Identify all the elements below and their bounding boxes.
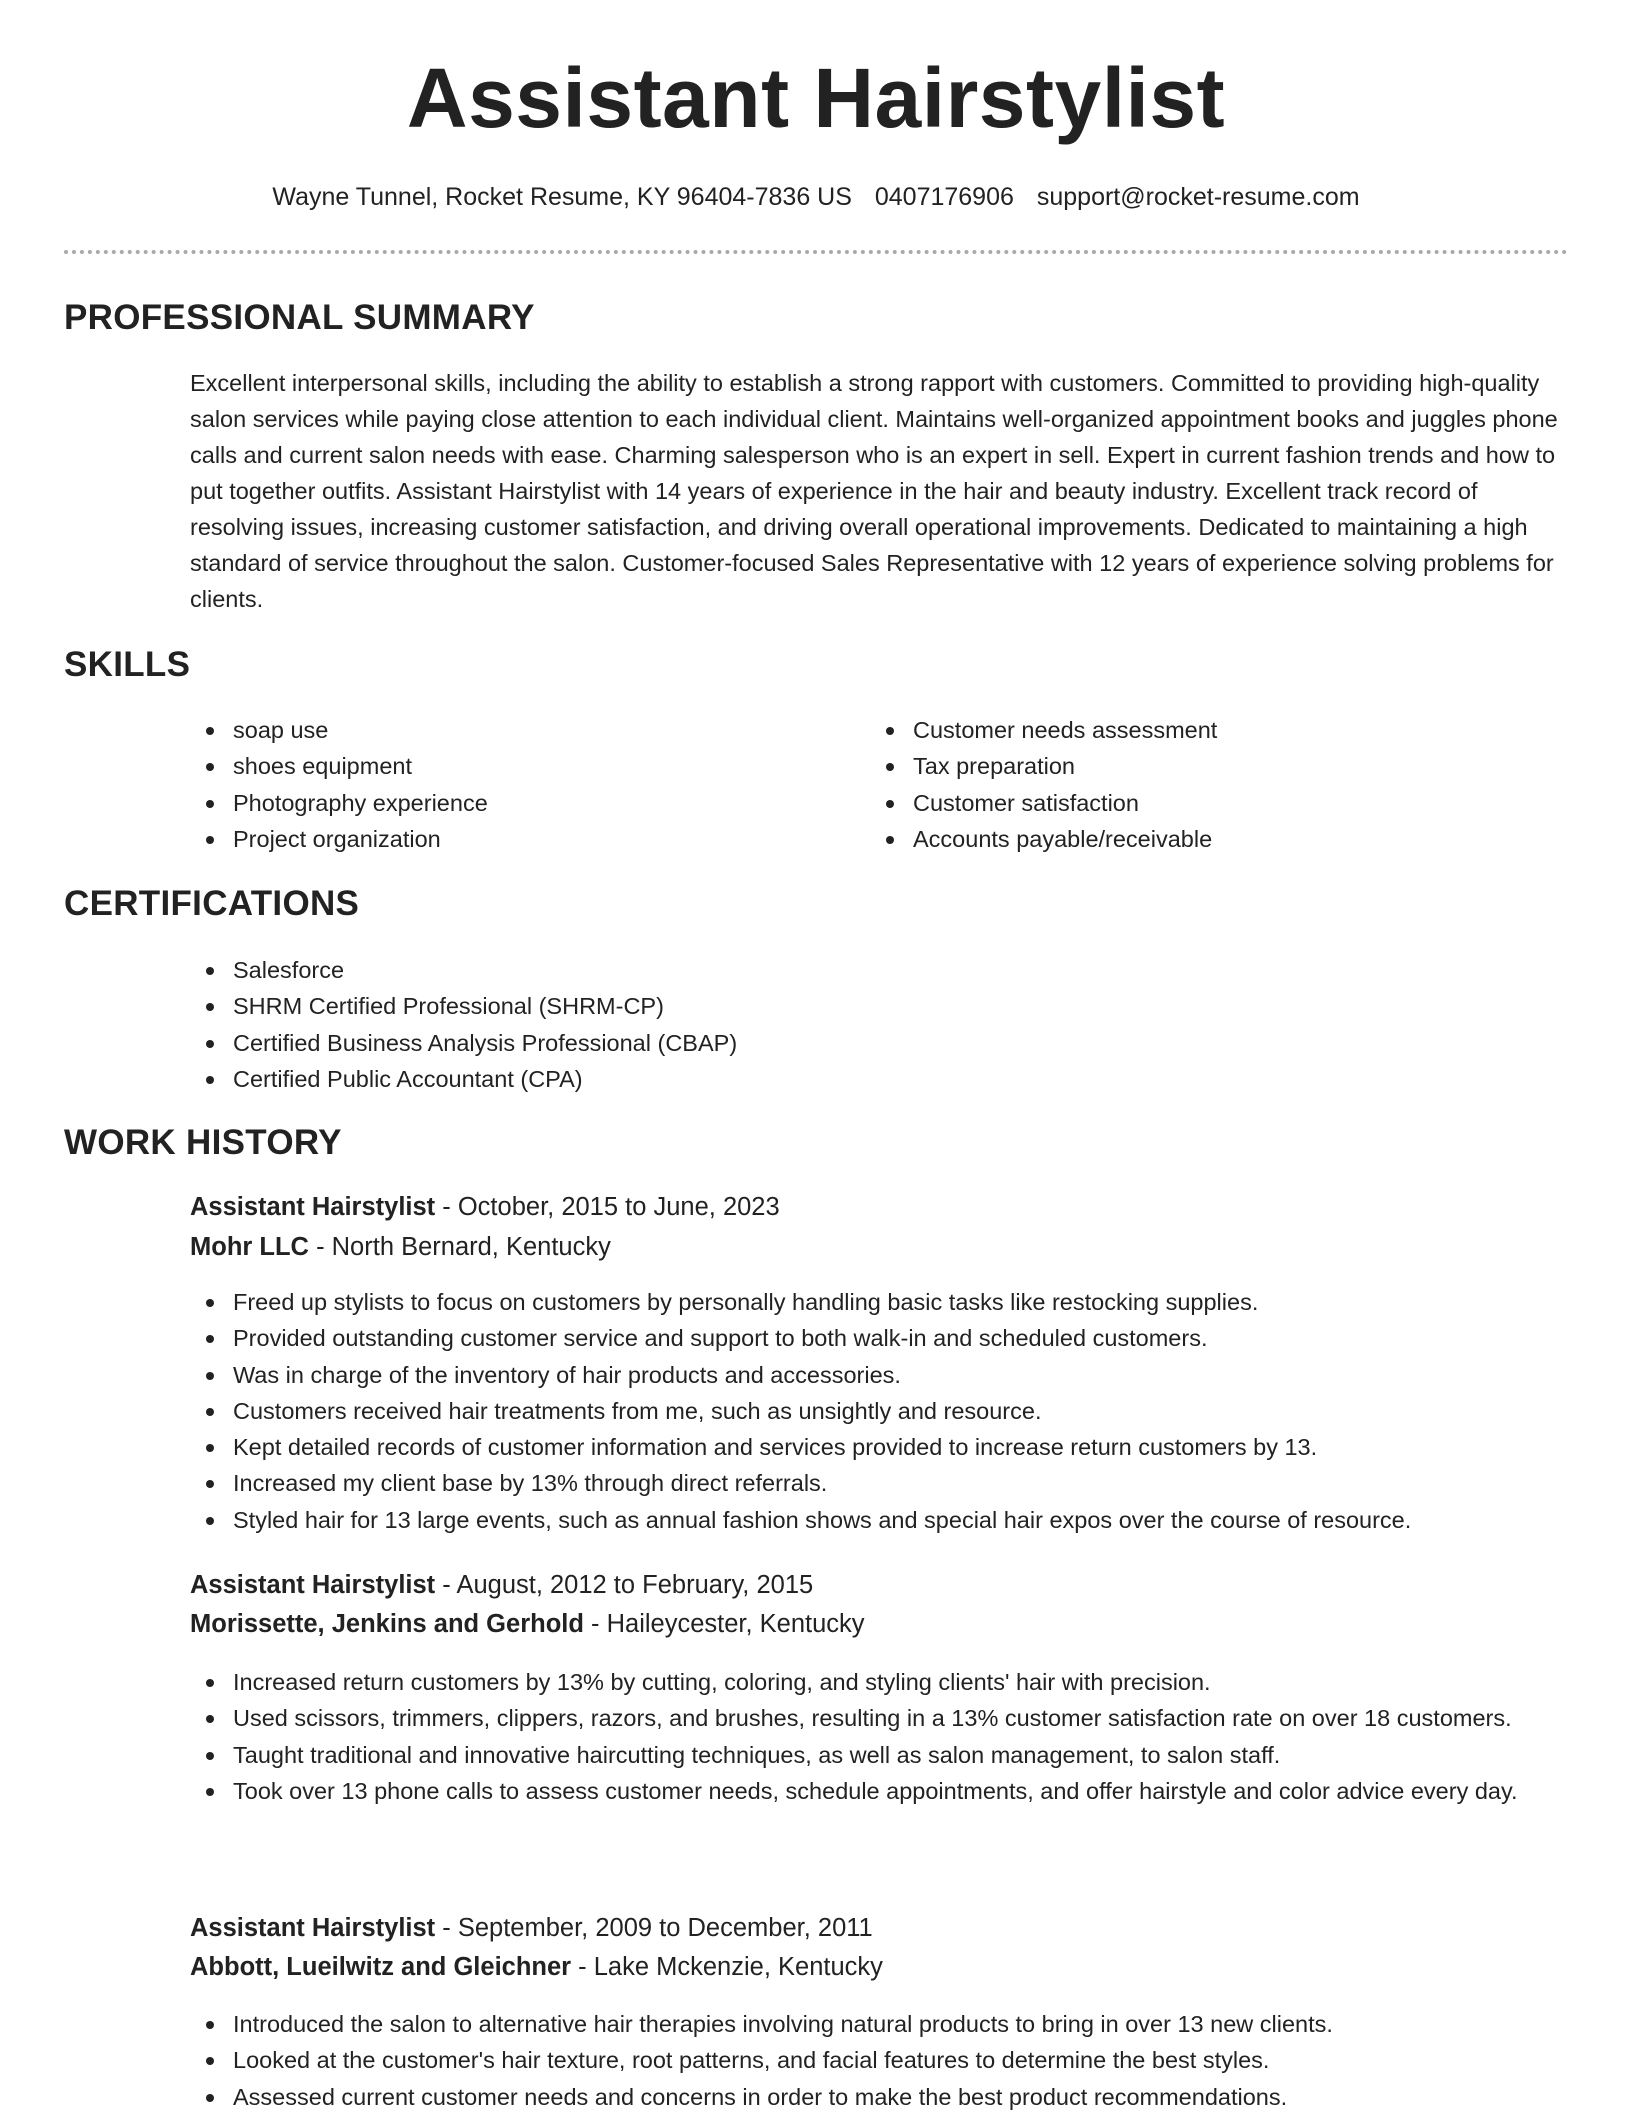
job-dates: - October, 2015 to June, 2023 xyxy=(435,1193,780,1221)
job-title: Assistant Hairstylist xyxy=(190,1914,436,1942)
list-item: Introduced the salon to alternative hair therapies involving natural products to bring in over 13 new clients. xyxy=(190,2006,1570,2042)
list-item: soap use xyxy=(190,712,830,748)
skills-list-left xyxy=(190,712,830,857)
section-heading-skills: SKILLS xyxy=(64,645,191,684)
skills-list-right xyxy=(870,712,1560,857)
list-item: Styled hair for 13 large events, such as annual fashion shows and special hair expos over the course of resource. xyxy=(190,1502,1570,1538)
list-item: Was in charge of the inventory of hair products and accessories. xyxy=(190,1357,1570,1393)
job-location: - North Bernard, Kentucky xyxy=(308,1233,611,1261)
list-item: Customer needs assessment xyxy=(870,712,1560,748)
list-item: Customers received hair treatments from me, such as unsightly and resource. xyxy=(190,1393,1570,1429)
page-title: Assistant Hairstylist xyxy=(406,51,1226,145)
list-item: shoes equipment xyxy=(190,748,830,784)
job-dates: - September, 2009 to December, 2011 xyxy=(435,1914,873,1942)
job-bullets xyxy=(190,1664,1570,1809)
list-item: Accounts payable/receivable xyxy=(870,821,1560,857)
job-bullets xyxy=(190,2006,1570,2112)
list-item: Taught traditional and innovative haircutting techniques, as well as salon management, to salon staff. xyxy=(190,1737,1570,1773)
list-item: Project organization xyxy=(190,821,830,857)
list-item: Certified Business Analysis Professional (CBAP) xyxy=(190,1025,1560,1061)
list-item: Kept detailed records of customer information and services provided to increase return customers by 13. xyxy=(190,1429,1570,1465)
contact-line xyxy=(0,183,1632,212)
section-heading-work-history: WORK HISTORY xyxy=(64,1123,342,1162)
summary-text: Excellent interpersonal skills, including the ability to establish a strong rapport with customers. Committed to providing high-quality salon services while paying close attention to each individual client. Maintains well-organized appointment books and juggles phone calls and current salon needs with ease. Charming salesperson who is an expert in sell. Expert in current fashion trends and how to put together outfits. Assistant Hairstylist with 14 years of experience in the hair and beauty industry. Excellent track record of resolving issues, increasing customer satisfaction, and driving overall operational improvements. Dedicated to maintaining a high standard of service throughout the salon. Customer-focused Sales Representative with 12 years of experience solving problems for clients. xyxy=(190,370,1558,612)
job-company-line xyxy=(190,1953,883,1982)
job-location: - Lake Mckenzie, Kentucky xyxy=(571,1953,883,1981)
job-company: Abbott, Lueilwitz and Gleichner xyxy=(190,1953,572,1981)
list-item: Photography experience xyxy=(190,785,830,821)
job-location: - Haileycester, Kentucky xyxy=(583,1610,865,1638)
list-item: Provided outstanding customer service and support to both walk-in and scheduled customers. xyxy=(190,1320,1570,1356)
section-heading-summary: PROFESSIONAL SUMMARY xyxy=(64,298,535,337)
contact-email: support@rocket-resume.com xyxy=(1036,183,1360,211)
job-title-line xyxy=(190,1571,813,1600)
list-item: SHRM Certified Professional (SHRM-CP) xyxy=(190,988,1560,1024)
job-company: Morissette, Jenkins and Gerhold xyxy=(190,1610,584,1638)
job-dates: - August, 2012 to February, 2015 xyxy=(435,1571,814,1599)
job-company-line xyxy=(190,1610,865,1639)
job-title: Assistant Hairstylist xyxy=(190,1571,436,1599)
list-item: Certified Public Accountant (CPA) xyxy=(190,1061,1560,1097)
list-item: Increased my client base by 13% through direct referrals. xyxy=(190,1465,1570,1501)
contact-address: Wayne Tunnel, Rocket Resume, KY 96404-7836 US xyxy=(272,183,852,211)
job-title-line xyxy=(190,1193,780,1222)
certifications-list xyxy=(190,952,1560,1097)
list-item: Took over 13 phone calls to assess customer needs, schedule appointments, and offer hairstyle and color advice every day. xyxy=(190,1773,1570,1809)
list-item: Used scissors, trimmers, clippers, razors, and brushes, resulting in a 13% customer satisfaction rate on over 18 customers. xyxy=(190,1700,1570,1736)
list-item: Freed up stylists to focus on customers by personally handling basic tasks like restocking supplies. xyxy=(190,1284,1570,1320)
section-heading-certifications: CERTIFICATIONS xyxy=(64,884,360,923)
list-item: Salesforce xyxy=(190,952,1560,988)
header-divider xyxy=(64,250,1568,254)
list-item: Tax preparation xyxy=(870,748,1560,784)
job-bullets xyxy=(190,1284,1570,1538)
list-item: Customer satisfaction xyxy=(870,785,1560,821)
job-title: Assistant Hairstylist xyxy=(190,1193,436,1221)
list-item: Assessed current customer needs and concerns in order to make the best product recommendations. xyxy=(190,2079,1570,2112)
contact-phone: 0407176906 xyxy=(874,183,1014,211)
job-company-line xyxy=(190,1233,611,1262)
job-company: Mohr LLC xyxy=(190,1233,309,1261)
list-item: Increased return customers by 13% by cutting, coloring, and styling clients' hair with precision. xyxy=(190,1664,1570,1700)
list-item: Looked at the customer's hair texture, root patterns, and facial features to determine the best styles. xyxy=(190,2042,1570,2078)
job-title-line xyxy=(190,1914,873,1943)
